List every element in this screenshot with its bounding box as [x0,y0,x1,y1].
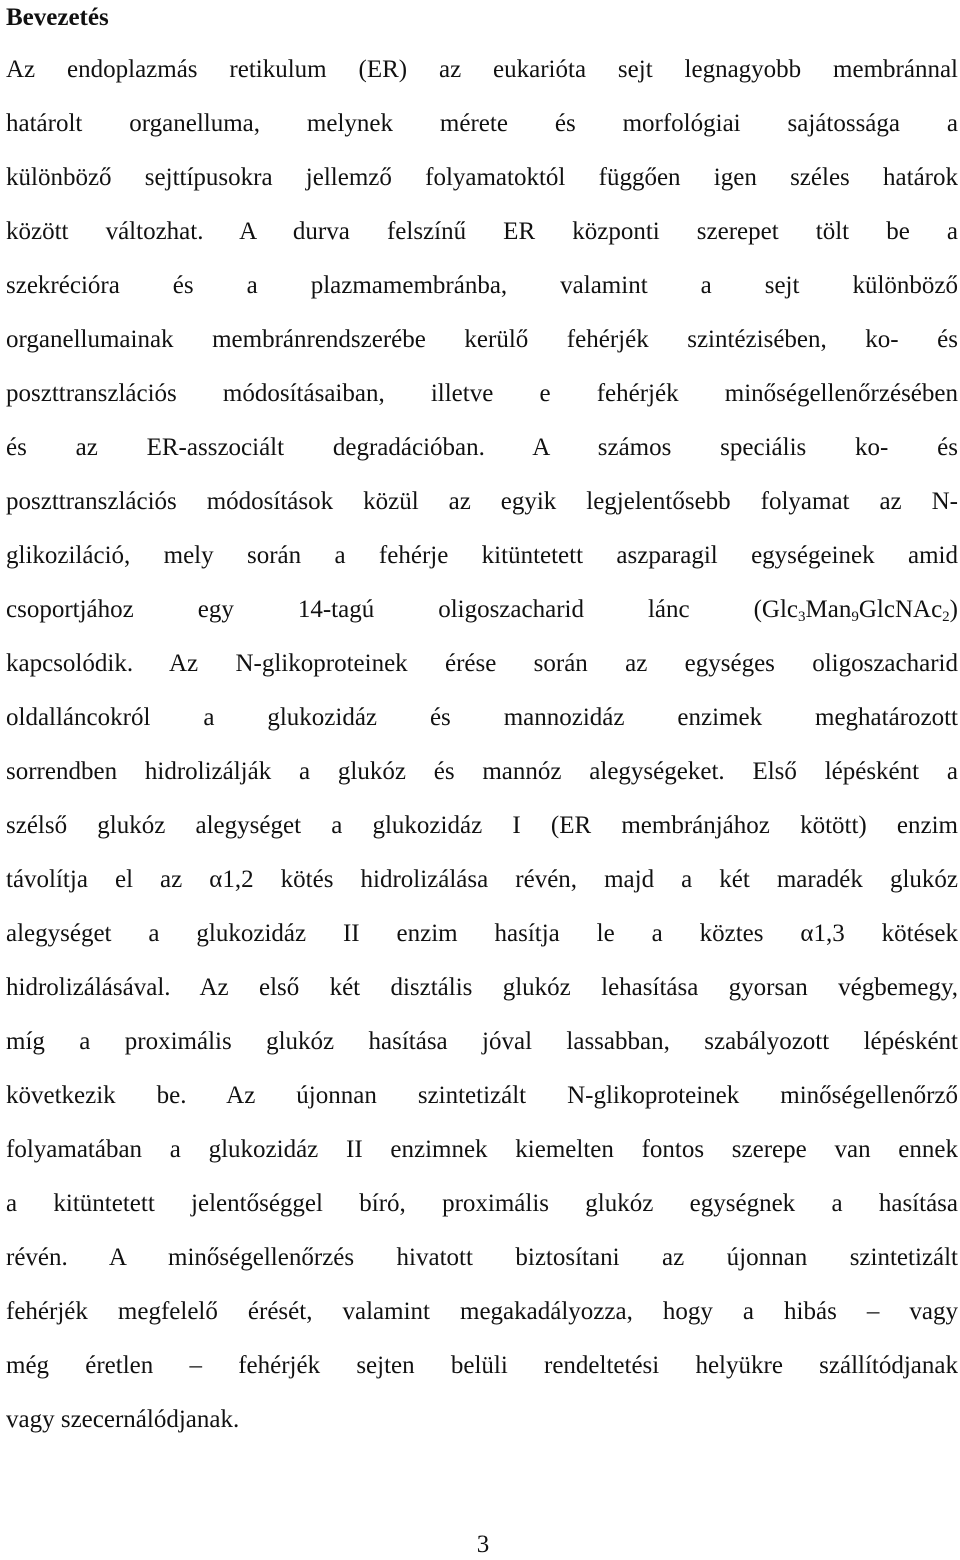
text-line: alegységet a glukozidáz II enzim hasítja le a köztes α1,3 kötések [6,920,958,947]
glc-subscript: 3 [798,609,806,625]
text-line: révén. A minőségellenőrzés hivatott biztosítani az újonnan szintetizált [6,1244,958,1271]
text-line: poszttranszlációs módosítások közül az egyik legjelentősebb folyamat az N- [6,488,958,515]
text-line: sorrendben hidrolizálják a glukóz és mannóz alegységeket. Első lépésként a [6,758,958,785]
text-line: különböző sejttípusokra jellemző folyamatoktól függően igen széles határok [6,164,958,191]
text-line: Az endoplazmás retikulum (ER) az eukarióta sejt legnagyobb membránnal [6,56,958,83]
text-line: míg a proximális glukóz hasítása jóval lassabban, szabályozott lépésként [6,1028,958,1055]
formula-man-text: Man [805,596,852,623]
text-line: és az ER-asszociált degradációban. A számos speciális ko- és [6,434,958,461]
text-line: határolt organelluma, melynek mérete és morfológiai sajátossága a [6,110,958,137]
page-number: 3 [476,1531,490,1558]
text-line: folyamatában a glukozidáz II enzimnek kiemelten fontos szerepe van ennek [6,1136,958,1163]
text-line: még éretlen – fehérjék sejten belüli rendeltetési helyükre szállítódjanak [6,1352,958,1379]
formula-text-after: ) [949,596,958,623]
text-line: szélső glukóz alegységet a glukozidáz I (ER membránjához kötött) enzim [6,812,958,839]
body-paragraph [6,43,958,1447]
document-page [6,0,960,1560]
text-line-last: vagy szecernálódjanak. [6,1406,240,1433]
text-line: között változhat. A durva felszínű ER központi szerepet tölt be a [6,218,958,245]
text-line: fehérjék megfelelő érését, valamint megakadályozza, hogy a hibás – vagy [6,1298,958,1325]
text-line: szekrécióra és a plazmamembránba, valamint a sejt különböző [6,272,958,299]
text-line: organellumainak membránrendszerébe kerülő fehérjék szintézisében, ko- és [6,326,958,353]
formula-text-before: csoportjához egy 14-tagú oligoszacharid lánc (Glc [6,596,799,623]
text-line: hidrolizálásával. Az első két disztális glukóz lehasítása gyorsan végbemegy, [6,974,958,1001]
text-line: oldalláncokról a glukozidáz és mannozidáz enzimek meghatározott [6,704,958,731]
formula-text-line [6,583,958,637]
text-line: következik be. Az újonnan szintetizált N-glikoproteinek minőségellenőrző [6,1082,958,1109]
text-line: poszttranszlációs módosításaiban, illetve e fehérjék minőségellenőrzésében [6,380,958,407]
formula-glcnac-text: GlcNAc [858,596,943,623]
text-line: kapcsolódik. Az N-glikoproteinek érése során az egységes oligoszacharid [6,650,958,677]
text-line: a kitüntetett jelentőséggel bíró, proximális glukóz egységnek a hasítása [6,1190,958,1217]
section-heading: Bevezetés [6,4,109,31]
man-subscript: 9 [851,609,859,625]
text-line: távolítja el az α1,2 kötés hidrolizálása révén, majd a két maradék glukóz [6,866,958,893]
text-line: glikoziláció, mely során a fehérje kitüntetett aszparagil egységeinek amid [6,542,958,569]
glcnac-subscript: 2 [942,609,950,625]
